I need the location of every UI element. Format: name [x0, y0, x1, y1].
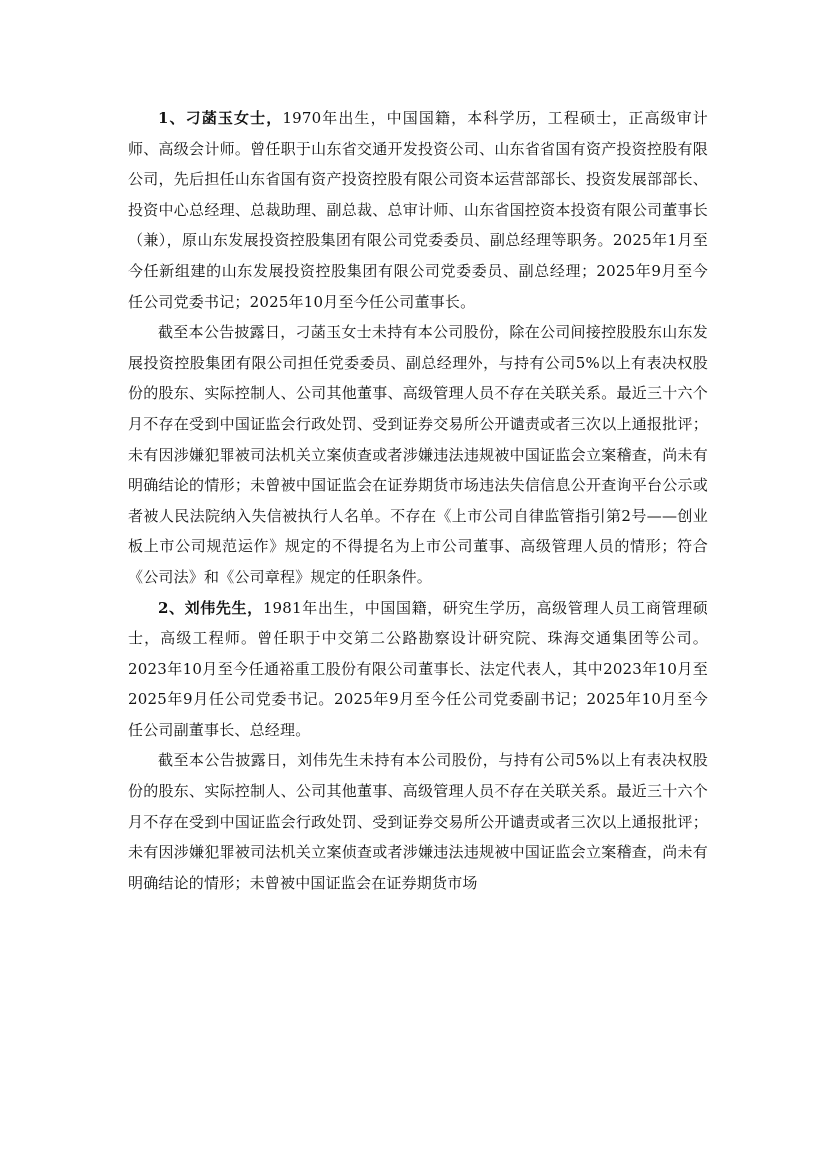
person2-bio-text: 1981年出生，中国国籍，研究生学历，高级管理人员工商管理硕士，高级工程师。曾任职于中交第二公路勘察设计研究院、珠海交通集团等公司。2023年10月至今任通裕重工股份有限公司董事长、法定代表人，其中2023年10月至2025年9月任公司党委书记。2025年9月至今任公司党委副书记；2025年10月至今任公司副董事长、总经理。: [128, 598, 708, 739]
document-body: [128, 103, 708, 898]
person1-bio-paragraph: [128, 103, 708, 317]
person1-heading: 1、刁菡玉女士，: [158, 109, 283, 127]
person2-bio-paragraph: [128, 593, 708, 746]
person1-disclosure-paragraph: 截至本公告披露日，刁菡玉女士未持有本公司股份，除在公司间接控股股东山东发展投资控股集团有限公司担任党委委员、副总经理外，与持有公司5%以上有表决权股份的股东、实际控制人、公司其他董事、高级管理人员不存在关联关系。最近三十六个月不存在受到中国证监会行政处罚、受到证券交易所公开谴责或者三次以上通报批评；未有因涉嫌犯罪被司法机关立案侦查或者涉嫌违法违规被中国证监会立案稽查，尚未有明确结论的情形；未曾被中国证监会在证券期货市场违法失信信息公开查询平台公示或者被人民法院纳入失信被执行人名单。不存在《上市公司自律监管指引第2号——创业板上市公司规范运作》规定的不得提名为上市公司董事、高级管理人员的情形；符合《公司法》和《公司章程》规定的任职条件。: [128, 323, 708, 586]
person2-heading: 2、刘伟先生，: [158, 598, 263, 617]
person1-bio-text: 1970年出生，中国国籍，本科学历，工程硕士，正高级审计师、高级会计师。曾任职于山东省交通开发投资公司、山东省省国有资产投资控股有限公司，先后担任山东省国有资产投资控股有限公司资本运营部部长、投资发展部部长、投资中心总经理、总裁助理、副总裁、总审计师、山东省国控资本投资有限公司董事长（兼），原山东发展投资控股集团有限公司党委委员、副总经理等职务。2025年1月至今任新组建的山东发展投资控股集团有限公司党委委员、副总经理；2025年9月至今任公司党委书记；2025年10月至今任公司董事长。: [128, 109, 708, 311]
person2-disclosure-paragraph: 截至本公告披露日，刘伟先生未持有本公司股份，与持有公司5%以上有表决权股份的股东、实际控制人、公司其他董事、高级管理人员不存在关联关系。最近三十六个月不存在受到中国证监会行政处罚、受到证券交易所公开谴责或者三次以上通报批评；未有因涉嫌犯罪被司法机关立案侦查或者涉嫌违法违规被中国证监会立案稽查，尚未有明确结论的情形；未曾被中国证监会在证券期货市场: [128, 751, 708, 892]
